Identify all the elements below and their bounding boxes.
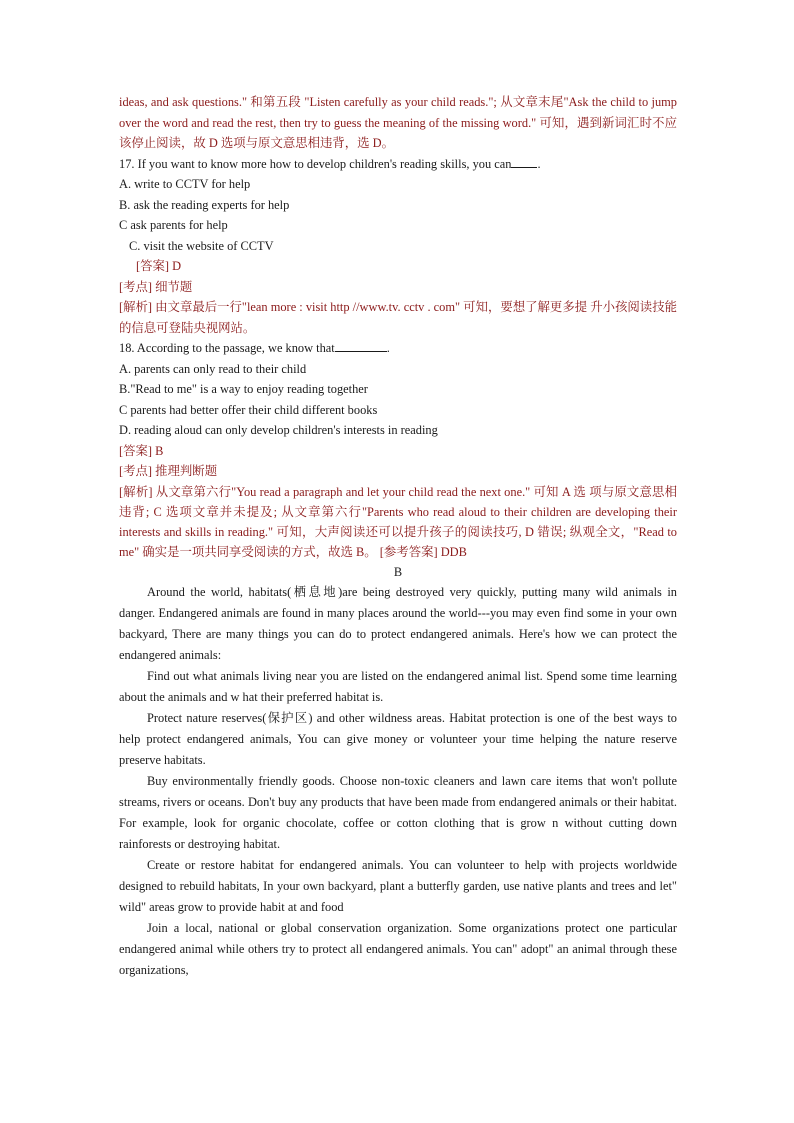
question-17 (119, 154, 677, 339)
passage-paragraph: Around the world, habitats(栖息地)are being destroyed very quickly, putting many wild animals in danger. Endangered animals are found in many places around the world---you may even find some in your own backyard, There are many things you can do to protect endangered animals. Here's how we can protect the endangered animals: (119, 585, 677, 662)
document-page (119, 92, 677, 981)
question-17-stem (119, 154, 677, 175)
passage-paragraph: Find out what animals living near you are listed on the endangered animal list. Spend some time learning about the animals and w hat their preferred habitat is. (119, 669, 677, 704)
option-d: D. reading aloud can only develop children's interests in reading (119, 423, 438, 437)
option-a: A. parents can only read to their child (119, 361, 307, 376)
option-b: B. ask the reading experts for help (119, 197, 290, 212)
section-heading: B (393, 564, 403, 579)
answer-blank (335, 341, 387, 352)
answer-blank (511, 157, 537, 168)
passage-paragraph: Protect nature reserves(保护区) and other wildness areas. Habitat protection is one of the best ways to help protect endangered animals, You can give money or volunteer your time helping the nature reserve preserve habitats. (119, 711, 677, 767)
question-17-stem-text: 17. If you want to know more how to develop children's reading skills, you can (119, 156, 512, 171)
option-a: A. write to CCTV for help (119, 177, 251, 191)
analysis-text: [解析] 由文章最后一行"lean more : visit http //www.tv. cctv . com" 可知，要想了解更多提 升小孩阅读技能的信息可登陆央视网站。 (119, 300, 677, 335)
option-c: C parents had better offer their child different books (119, 402, 378, 417)
option-b: B."Read to me" is a way to enjoy reading together (119, 382, 368, 396)
question-17-stem-end: . (537, 156, 541, 171)
option-c: C ask parents for help (119, 218, 228, 232)
question-type-label: [考点] 推理判断题 (119, 464, 218, 478)
question-18-stem-text: 18. According to the passage, we know that (119, 341, 335, 355)
option-d: C. visit the website of CCTV (129, 238, 274, 253)
question-18-stem (119, 338, 677, 359)
question-18-stem-end: . (386, 341, 390, 355)
question-18 (119, 338, 677, 562)
analysis-text: [解析] 从文章第六行"You read a paragraph and let your child read the next one." 可知 A 选 项与原文意思相违背; C 选项文章并未提及; 从文章第六行"Parents who read aloud to their children are developing their interests and skills in reading." 可知，大声阅读还可以提升孩子的阅读技巧, D 错误; 纵观全文，"Read to me" 确实是一项共同享受阅读的方式，故选 B。 [参考答案] DDB (119, 484, 677, 559)
passage-paragraph: Create or restore habitat for endangered animals. You can volunteer to help with projects worldwide designed to rebuild habitats, In your own backyard, plant a butterfly garden, use native plants and trees and let" wild" areas grow to provide habit at and food (119, 858, 677, 914)
answer-label: [答案] D (136, 259, 182, 273)
passage-b (119, 562, 677, 982)
passage-paragraph: Buy environmentally friendly goods. Choose non-toxic cleaners and lawn care items that won't pollute streams, rivers or oceans. Don't buy any products that have been made from endangered animals or their habitat. For example, look for organic chocolate, coffee or cotton clothing that is grow n without cutting down rainforests or destroying habitat. (119, 774, 677, 851)
explanation-text: ideas, and ask questions." 和第五段 "Listen carefully as your child reads."; 从文章末尾"Ask the child to jump over the word and read the rest, then try to guess the meaning of the missing word." 可知，遇到新词汇时不应该停止阅读，故 D 选项与原文意思相违背，选 D。 (119, 95, 677, 150)
previous-question-explanation (119, 92, 677, 154)
passage-paragraph: Join a local, national or global conservation organization. Some organizations protect one particular endangered animal while others try to protect all endangered animals. You can" adopt" an animal through these organizations, (119, 921, 677, 977)
answer-label: [答案] B (119, 443, 164, 458)
question-type-label: [考点] 细节题 (119, 279, 193, 294)
